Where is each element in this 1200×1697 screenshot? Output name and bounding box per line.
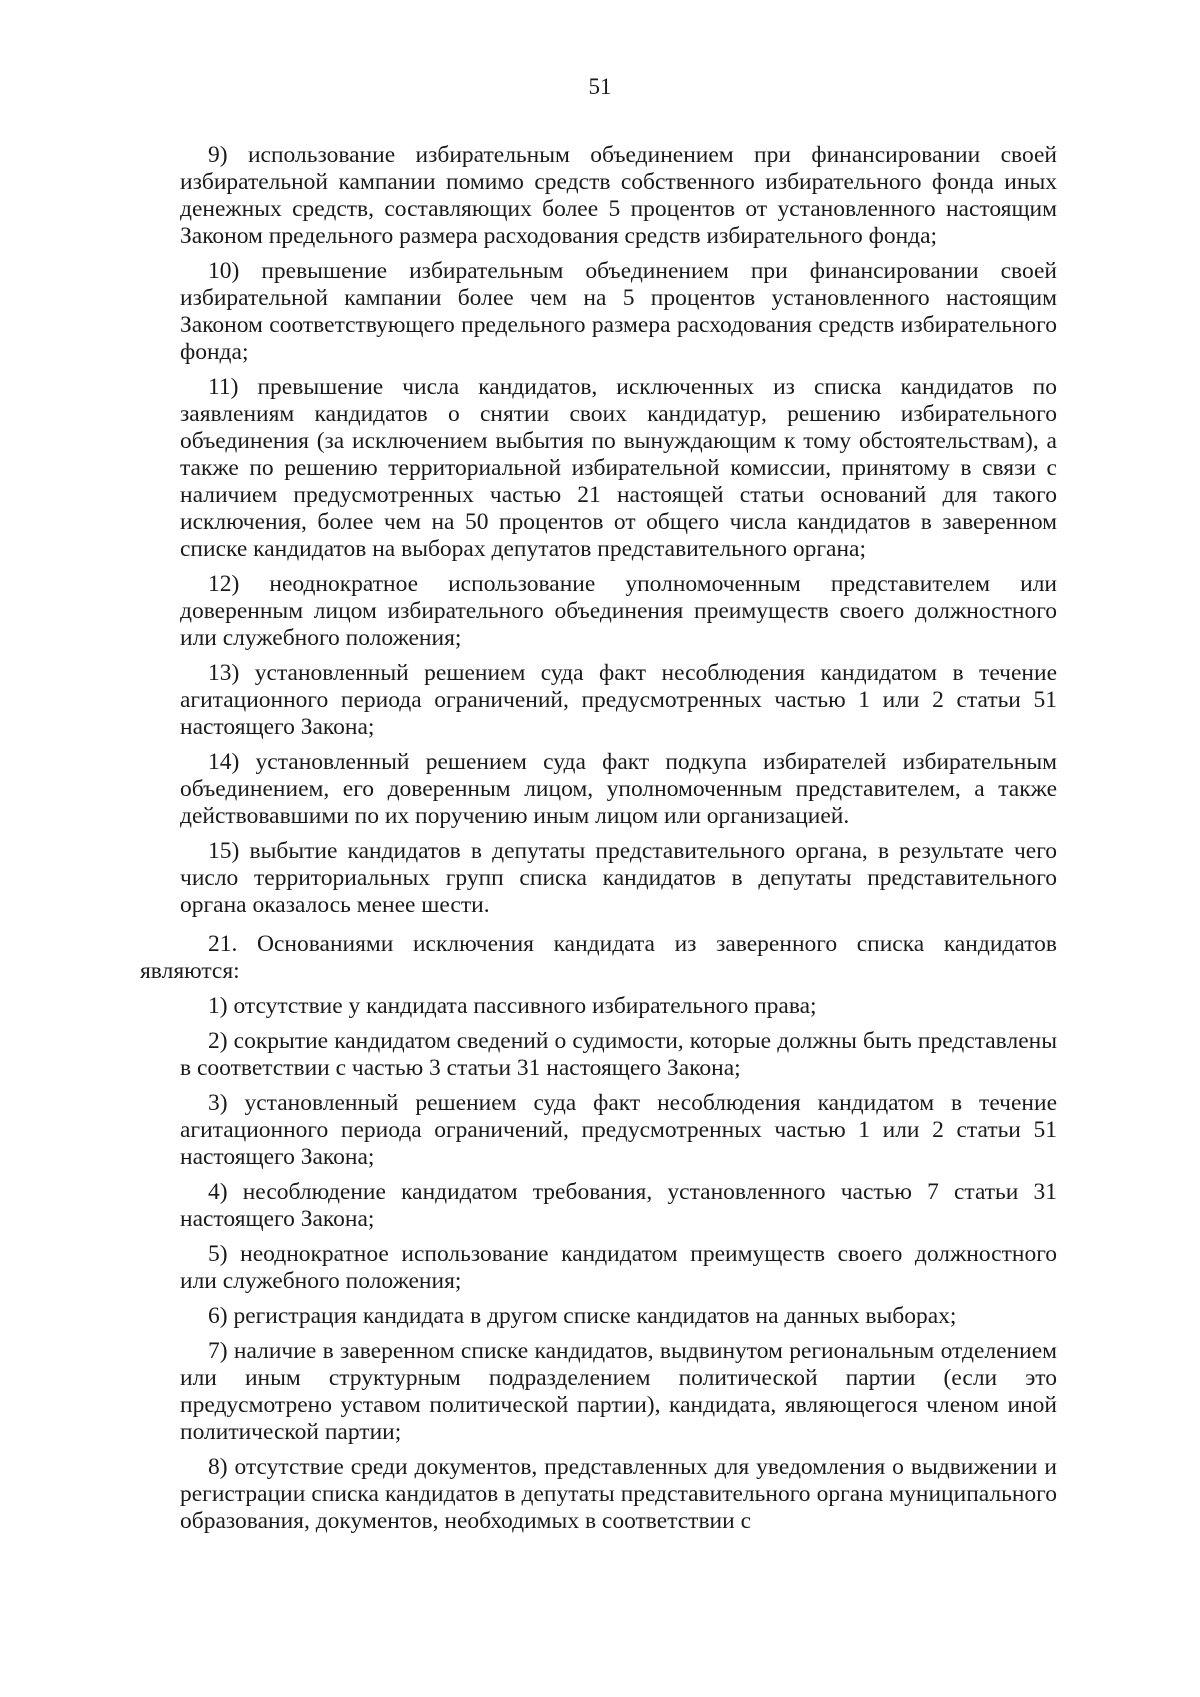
exclusion-item-7: 7) наличие в заверенном списке кандидатов, выдвинутом региональным отделением или иным структурным подразделением политической партии (если это предусмотрено уставом политической партии), кандидата, являющегося членом иной политической партии; — [180, 1338, 1057, 1445]
exclusion-item-5: 5) неоднократное использование кандидатом преимуществ своего должностного или служебного положения; — [180, 1241, 1057, 1294]
paragraph-item-10: 10) превышение избирательным объединением при финансировании своей избирательной кампании более чем на 5 процентов установленного настоящим Законом соответствующего предельного размера расходования средств избирательного фонда; — [180, 258, 1057, 365]
paragraph-item-11: 11) превышение числа кандидатов, исключенных из списка кандидатов по заявлениям кандидатов о снятии своих кандидатур, решению избирательного объединения (за исключением выбытия по вынуждающим к тому обстоятельствам), а также по решению территориальной избирательной комиссии, принятому в связи с наличием предусмотренных частью 21 настоящей статьи оснований для такого исключения, более чем на 50 процентов от общего числа кандидатов в заверенном списке кандидатов на выборах депутатов представительного органа; — [180, 374, 1057, 562]
section-21-heading: 21. Основаниями исключения кандидата из заверенного списка кандидатов являются: — [140, 931, 1057, 984]
exclusion-item-8: 8) отсутствие среди документов, представленных для уведомления о выдвижении и регистрации списка кандидатов в депутаты представительного органа муниципального образования, документов, необходимых в соответствии с — [180, 1454, 1057, 1534]
paragraph-item-12: 12) неоднократное использование уполномоченным представителем или доверенным лицом избирательного объединения преимуществ своего должностного или служебного положения; — [180, 571, 1057, 651]
paragraph-item-14: 14) установленный решением суда факт подкупа избирателей избирательным объединением, его доверенным лицом, уполномоченным представителем, а также действовавшими по их поручению иным лицом или организацией. — [180, 749, 1057, 829]
exclusion-item-2: 2) сокрытие кандидатом сведений о судимости, которые должны быть представлены в соответствии с частью 3 статьи 31 настоящего Закона; — [180, 1028, 1057, 1081]
exclusion-item-3: 3) установленный решением суда факт несоблюдения кандидатом в течение агитационного периода ограничений, предусмотренных частью 1 или 2 статьи 51 настоящего Закона; — [180, 1090, 1057, 1170]
paragraph-item-13: 13) установленный решением суда факт несоблюдения кандидатом в течение агитационного периода ограничений, предусмотренных частью 1 или 2 статьи 51 настоящего Закона; — [180, 660, 1057, 740]
exclusion-item-1: 1) отсутствие у кандидата пассивного избирательного права; — [208, 993, 817, 1019]
paragraph-item-9: 9) использование избирательным объединением при финансировании своей избирательной кампании помимо средств собственного избирательного фонда иных денежных средств, составляющих более 5 процентов от установленного настоящим Законом предельного размера расходования средств избирательного фонда; — [180, 142, 1057, 249]
exclusion-item-4: 4) несоблюдение кандидатом требования, установленного частью 7 статьи 31 настоящего Закона; — [180, 1179, 1057, 1232]
page-number: 51 — [588, 74, 612, 99]
document-body — [140, 142, 1057, 1543]
exclusion-item-6: 6) регистрация кандидата в другом списке кандидатов на данных выборах; — [208, 1303, 957, 1329]
paragraph-item-15: 15) выбытие кандидатов в депутаты представительного органа, в результате чего число территориальных групп списка кандидатов в депутаты представительного органа оказалось менее шести. — [180, 838, 1057, 918]
